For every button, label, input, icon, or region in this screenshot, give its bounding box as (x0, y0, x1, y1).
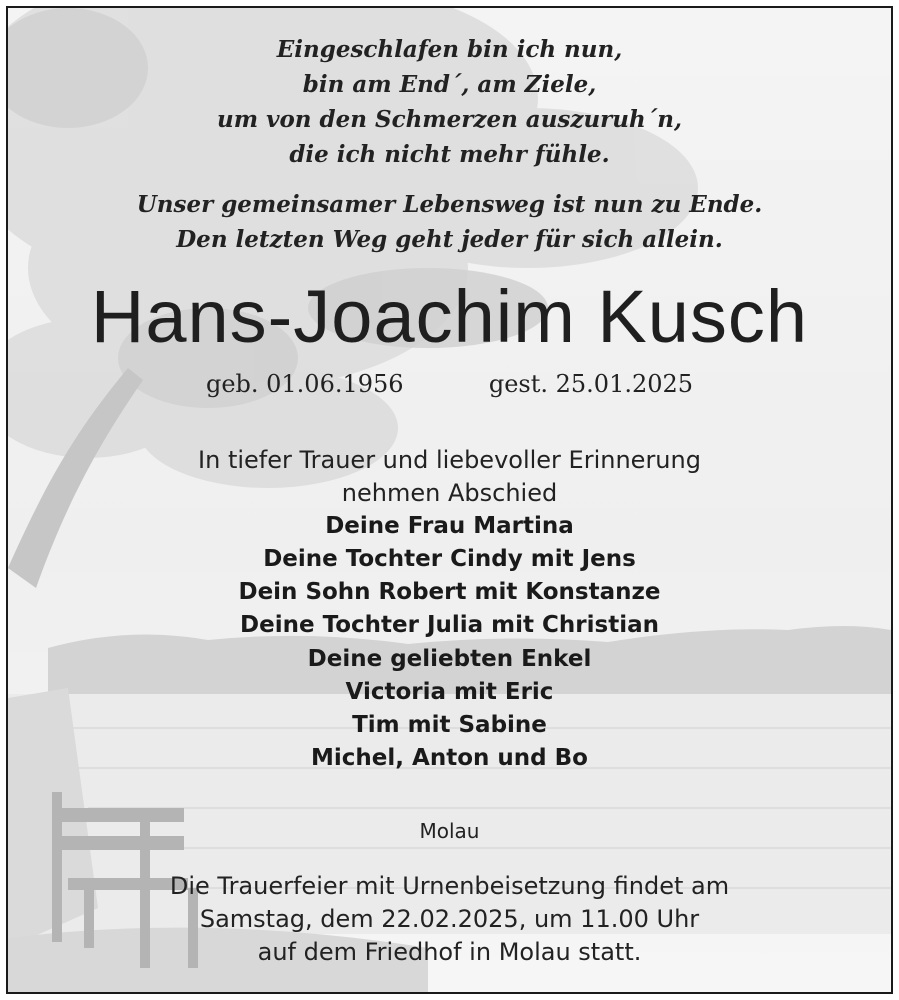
verse-line: Eingeschlafen bin ich nun, (276, 36, 623, 63)
obituary-notice (6, 6, 893, 994)
verse-line: die ich nicht mehr fühle. (289, 141, 610, 168)
ceremony-line: Samstag, dem 22.02.2025, um 11.00 Uhr (199, 905, 700, 933)
mourner-line: Victoria mit Eric (345, 679, 554, 705)
life-dates (8, 370, 891, 398)
birth-date: geb. 01.06.1956 (205, 370, 404, 398)
ceremony-line: auf dem Friedhof in Molau statt. (257, 938, 642, 966)
mourner-line: Deine Frau Martina (325, 513, 574, 539)
verse-line: Unser gemeinsamer Lebensweg ist nun zu Ende. (136, 191, 763, 218)
deceased-name: Hans-Joachim Kusch (90, 275, 809, 358)
mourner-line: Michel, Anton und Bo (311, 745, 588, 771)
place-name: Molau (419, 819, 480, 843)
death-date: gest. 25.01.2025 (488, 370, 694, 398)
mourning-intro: nehmen Abschied (341, 479, 558, 507)
notice-text (8, 8, 891, 992)
verse-line: bin am End´, am Ziele, (302, 71, 597, 98)
verse-line: um von den Schmerzen auszuruh´n, (217, 106, 682, 133)
mourner-line: Deine Tochter Julia mit Christian (240, 612, 659, 638)
verse-line: Den letzten Weg geht jeder für sich allein. (176, 226, 723, 253)
mourning-intro: In tiefer Trauer und liebevoller Erinnerung (198, 446, 701, 474)
mourner-line: Tim mit Sabine (352, 712, 547, 738)
mourner-line: Dein Sohn Robert mit Konstanze (238, 579, 661, 605)
mourner-line: Deine Tochter Cindy mit Jens (263, 546, 636, 572)
mourner-line: Deine geliebten Enkel (307, 646, 592, 672)
ceremony-line: Die Trauerfeier mit Urnenbeisetzung findet am (169, 872, 730, 900)
